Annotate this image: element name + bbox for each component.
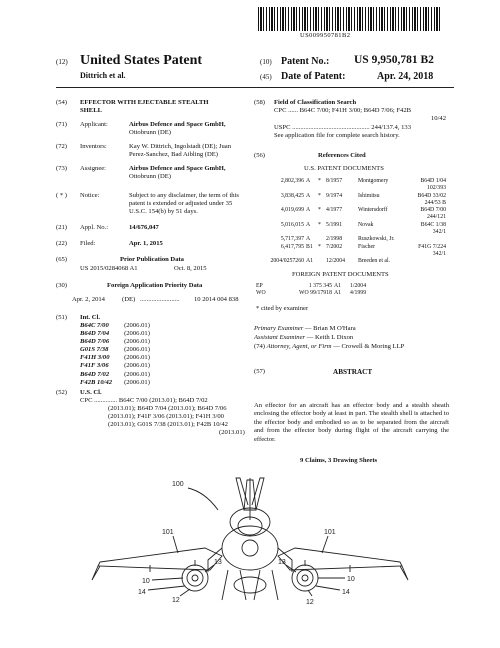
attorney-label: Attorney, Agent, or Firm [266,343,332,350]
cited-by-examiner: * cited by examiner [256,305,309,312]
ref-kind: A [306,221,311,228]
references-title: References Cited [318,152,366,159]
inventors-short: Dittrich et al. [80,71,126,80]
leader-14-left [148,586,185,590]
int-cl-version: (2006.01) [124,370,150,378]
notice-line-2: patent is extended or adjusted under 35 [129,200,233,207]
appl-no-label: Appl. No.: [80,224,109,231]
ref-101-left: 101 [162,529,174,536]
ref-date: 8/1957 [326,178,343,184]
int-cl-code: F41F 3/06 [80,362,109,370]
ref-12-left: 12 [172,597,180,604]
right-wingtip [400,566,408,580]
assignee-line-1: Airbus Defence and Space GmbH, [129,165,226,172]
notice-label: Notice: [80,192,100,199]
int-cl-code: G01S 7/38 [80,346,109,354]
priority-dots: ........................ [140,296,180,303]
int-cl-version: (2006.01) [124,346,150,354]
ref-kind: A [306,236,311,243]
left-wingtip [92,566,100,580]
code-45: (45) [260,73,272,81]
ref-14-left: 14 [138,589,146,596]
int-cl-version: (2006.01) [124,354,150,362]
int-cl-code: F42B 10/42 [80,378,113,386]
us-cl-title: U.S. Cl. [80,389,102,396]
foreign-kind: A1 [334,283,342,289]
ref-date: 5/1991 [326,221,343,228]
ref-name: Breeden et al. [358,258,391,265]
ref-class: B64C 1/38 [420,221,446,228]
ref-name: Novak [358,221,374,228]
ref-date: 9/1974 [326,192,343,199]
foreign-priority-title: Foreign Application Priority Data [107,282,203,289]
date-label: Date of Patent: [281,71,346,82]
ref-star: * [318,221,321,228]
patent-date: Apr. 24, 2018 [377,71,434,82]
notice-line-3: U.S.C. 154(b) by 51 days. [129,208,198,215]
title-line-1: EFFECTOR WITH EJECTABLE STEALTH [80,99,209,106]
leader-13-right [286,565,296,572]
int-cl-code: B64D 7/04 [80,330,110,338]
primary-examiner-value: — Brian M O'Hara [304,325,356,332]
int-cl-code: B64D 7/06 [80,338,110,346]
left-wing [98,548,222,570]
ref-class: 342/1 [432,229,446,236]
cpc-line-1: CPC .............. B64C 7/00 (2013.01); B64D 7/02 [80,397,208,404]
notice-line-1: Subject to any disclaimer, the term of this [129,192,239,199]
foreign-kind: A1 [334,290,342,297]
ref-13-left: 13 [214,559,222,566]
ref-class: B64D 1/04 [420,178,446,184]
leader-10-left [152,578,183,580]
int-cl-version: (2006.01) [124,330,150,338]
leader-101-right [322,536,328,553]
ref-star: * [318,243,321,250]
class-search-line-1: CPC ...... B64C 7/00; F41H 3/00; B64D 7/06; F42B [274,107,412,114]
notice-code: ( * ) [56,192,67,199]
patent-no-label: Patent No.: [281,56,330,67]
ref-date: 2/1998 [326,236,343,243]
class-search-line-2: 10/42 [431,115,447,122]
ref-class: 342/1 [432,250,446,257]
right-effector-body [297,570,313,586]
priority-date: Apr. 2, 2014 [72,296,105,303]
leader-100 [188,488,218,510]
primary-examiner-label: Primary Examiner [254,325,304,332]
field-22-code: (22) [56,240,67,247]
ref-class: B64D 7/00 [420,207,446,214]
ref-10-left: 10 [142,578,150,585]
ref-star: * [318,207,321,214]
ref-number: 5,717,397 [280,236,304,243]
leader-14-right [316,586,340,590]
inventors-label: Inventors: [80,143,107,150]
ref-101-right: 101 [324,529,336,536]
left-effector-body [187,570,203,586]
ref-10-right: 10 [347,576,355,583]
code-10: (10) [260,58,272,66]
fuselage-front [222,526,278,570]
cpc-line-3: (2013.01); F41F 3/06 (2013.01); F41H 3/00 [108,413,224,420]
appl-no-value: 14/676,047 [129,224,159,231]
int-cl-code: B64D 7/02 [80,370,110,378]
ref-number: 2004/0257260 [270,258,304,265]
class-search-title: Field of Classification Search [274,99,357,106]
field-52-code: (52) [56,389,67,396]
right-effector-core [302,575,308,581]
ref-14-right: 14 [342,589,350,596]
int-cl-version: (2006.01) [124,322,150,329]
prior-pub-date: Oct. 8, 2015 [174,265,207,272]
ref-class: 244/121 [426,214,446,221]
int-cl-code: F41H 3/00 [80,354,110,362]
foreign-date: 1/2004 [350,283,367,289]
assignee-label: Assignee: [80,165,107,172]
leader-101-left [173,536,178,553]
foreign-number: 1 375 345 [308,283,332,289]
applicant-line-1: Airbus Defence and Space GmbH, [129,121,226,128]
foreign-docs-title: FOREIGN PATENT DOCUMENTS [292,271,389,278]
field-71-code: (71) [56,121,67,128]
ref-name: Ruszkowski, Jr. [358,236,395,243]
left-effector-shell [182,565,208,591]
abstract-text: An effector for an aircraft has an effector body and a stealth sheath enclosing the effector body at least in part. The stealth shell is attached to the effector body and embodied so as to be separated from the aircraft and from the effector body during flight of the aircraft carrying the effector. [254,402,449,443]
us-docs-title: U.S. PATENT DOCUMENTS [304,165,384,172]
priority-country: (DE) [122,296,136,303]
field-65-code: (65) [56,256,67,263]
field-30-code: (30) [56,282,67,289]
ref-class: 244/53 B [424,199,446,206]
ref-class: B64D 33/02 [417,192,446,199]
right-wing [278,548,402,570]
abstract-title: ABSTRACT [333,368,373,376]
ref-number: 5,016,015 [280,221,304,228]
ref-kind: A [306,207,311,214]
prior-pub-number: US 2015/0284068 A1 [80,265,138,272]
title-line-2: SHELL [80,107,102,114]
cpc-line-2: (2013.01); B64D 7/04 (2013.01); B64D 7/06 [108,405,227,412]
int-cl-version: (2006.01) [124,338,150,346]
inventors-line-1: Kay W. Dittrich, Ingolstadt (DE); Juan [129,143,232,150]
leader-12-right [308,590,312,596]
attorney-value: — Crowell & Moring LLP [333,343,405,350]
field-56-code: (56) [254,152,265,159]
field-58-code: (58) [254,99,265,106]
kind-code-12: (12) [56,58,68,66]
field-72-code: (72) [56,143,67,150]
applicant-label: Applicant: [80,121,108,128]
ref-date: 7/2002 [326,243,343,250]
prior-pub-title: Prior Publication Data [120,256,184,263]
applicant-line-2: Ottobrunn (DE) [129,129,171,136]
ref-number: 3,838,425 [280,192,304,199]
foreign-number: WO 99/17918 [298,290,332,297]
assignee-line-2: Ottobrunn (DE) [129,173,171,180]
ref-star: * [318,192,321,199]
field-51-code: (51) [56,314,67,321]
ref-13-right: 13 [278,559,286,566]
ref-kind: B1 [306,243,313,250]
filed-label: Filed: [80,240,96,247]
barcode-number: US009950781B2 [300,32,351,39]
ref-class: F41G 7/224 [418,243,446,250]
class-search-line-3: USPC ............................................... 244/137.4, 133 [274,124,412,131]
inventors-line-2: Perez-Sanchez, Bad Aibling (DE) [129,151,218,158]
field-57-code: (57) [254,368,265,375]
int-cl-version: (2006.01) [124,362,150,370]
assistant-examiner-label: Assistant Examiner [254,334,306,341]
ref-kind: A [306,178,311,184]
filed-value: Apr. 1, 2015 [129,240,163,247]
left-effector-core [192,575,198,581]
foreign-country: EP [256,283,263,289]
claims-summary: 9 Claims, 3 Drawing Sheets [300,457,378,464]
cpc-line-5: (2013.01) [219,429,245,436]
ref-12-right: 12 [306,599,314,606]
ref-name: Ishimitsu [358,192,380,199]
lower-struts [222,570,278,600]
foreign-country: WO [256,290,266,297]
cpc-line-4: (2013.01); G01S 7/38 (2013.01); F42B 10/42 [108,421,228,428]
ref-date: 12/2004 [326,258,346,265]
ref-number: 2,802,396 [280,178,304,184]
ref-number: 4,019,699 [280,207,304,214]
ref-class: 102/393 [426,185,446,192]
leader-13-left [205,565,214,572]
ref-name: Montgomery [358,178,389,184]
field-74-code: (74) [254,343,265,350]
patent-title: United States Patent [80,53,203,68]
foreign-date: 4/1999 [350,290,367,297]
int-cl-title: Int. Cl. [80,314,100,321]
int-cl-code: B64C 7/00 [80,322,109,329]
ref-kind: A [306,192,311,199]
ref-number: 6,417,795 [280,243,304,250]
patent-number: US 9,950,781 B2 [354,54,434,66]
ref-name: Fischer [358,243,376,250]
field-54-code: (54) [56,99,67,106]
ref-kind: A1 [306,258,314,265]
ref-star: * [318,178,321,184]
right-effector-shell [292,565,318,591]
leader-12-left [180,589,190,596]
field-73-code: (73) [56,165,67,172]
assistant-examiner-value: — Keith L Dixon [306,334,354,341]
field-21-code: (21) [56,224,67,231]
ref-name: Wintersdorff [358,207,388,214]
ref-date: 4/1977 [326,207,343,214]
priority-number: 10 2014 004 838 [194,296,239,303]
nose-intake [242,540,258,556]
class-search-line-4: See application file for complete search history. [274,132,400,139]
belly [234,577,266,593]
int-cl-version: (2006.01) [124,378,150,386]
ref-100: 100 [172,481,184,488]
